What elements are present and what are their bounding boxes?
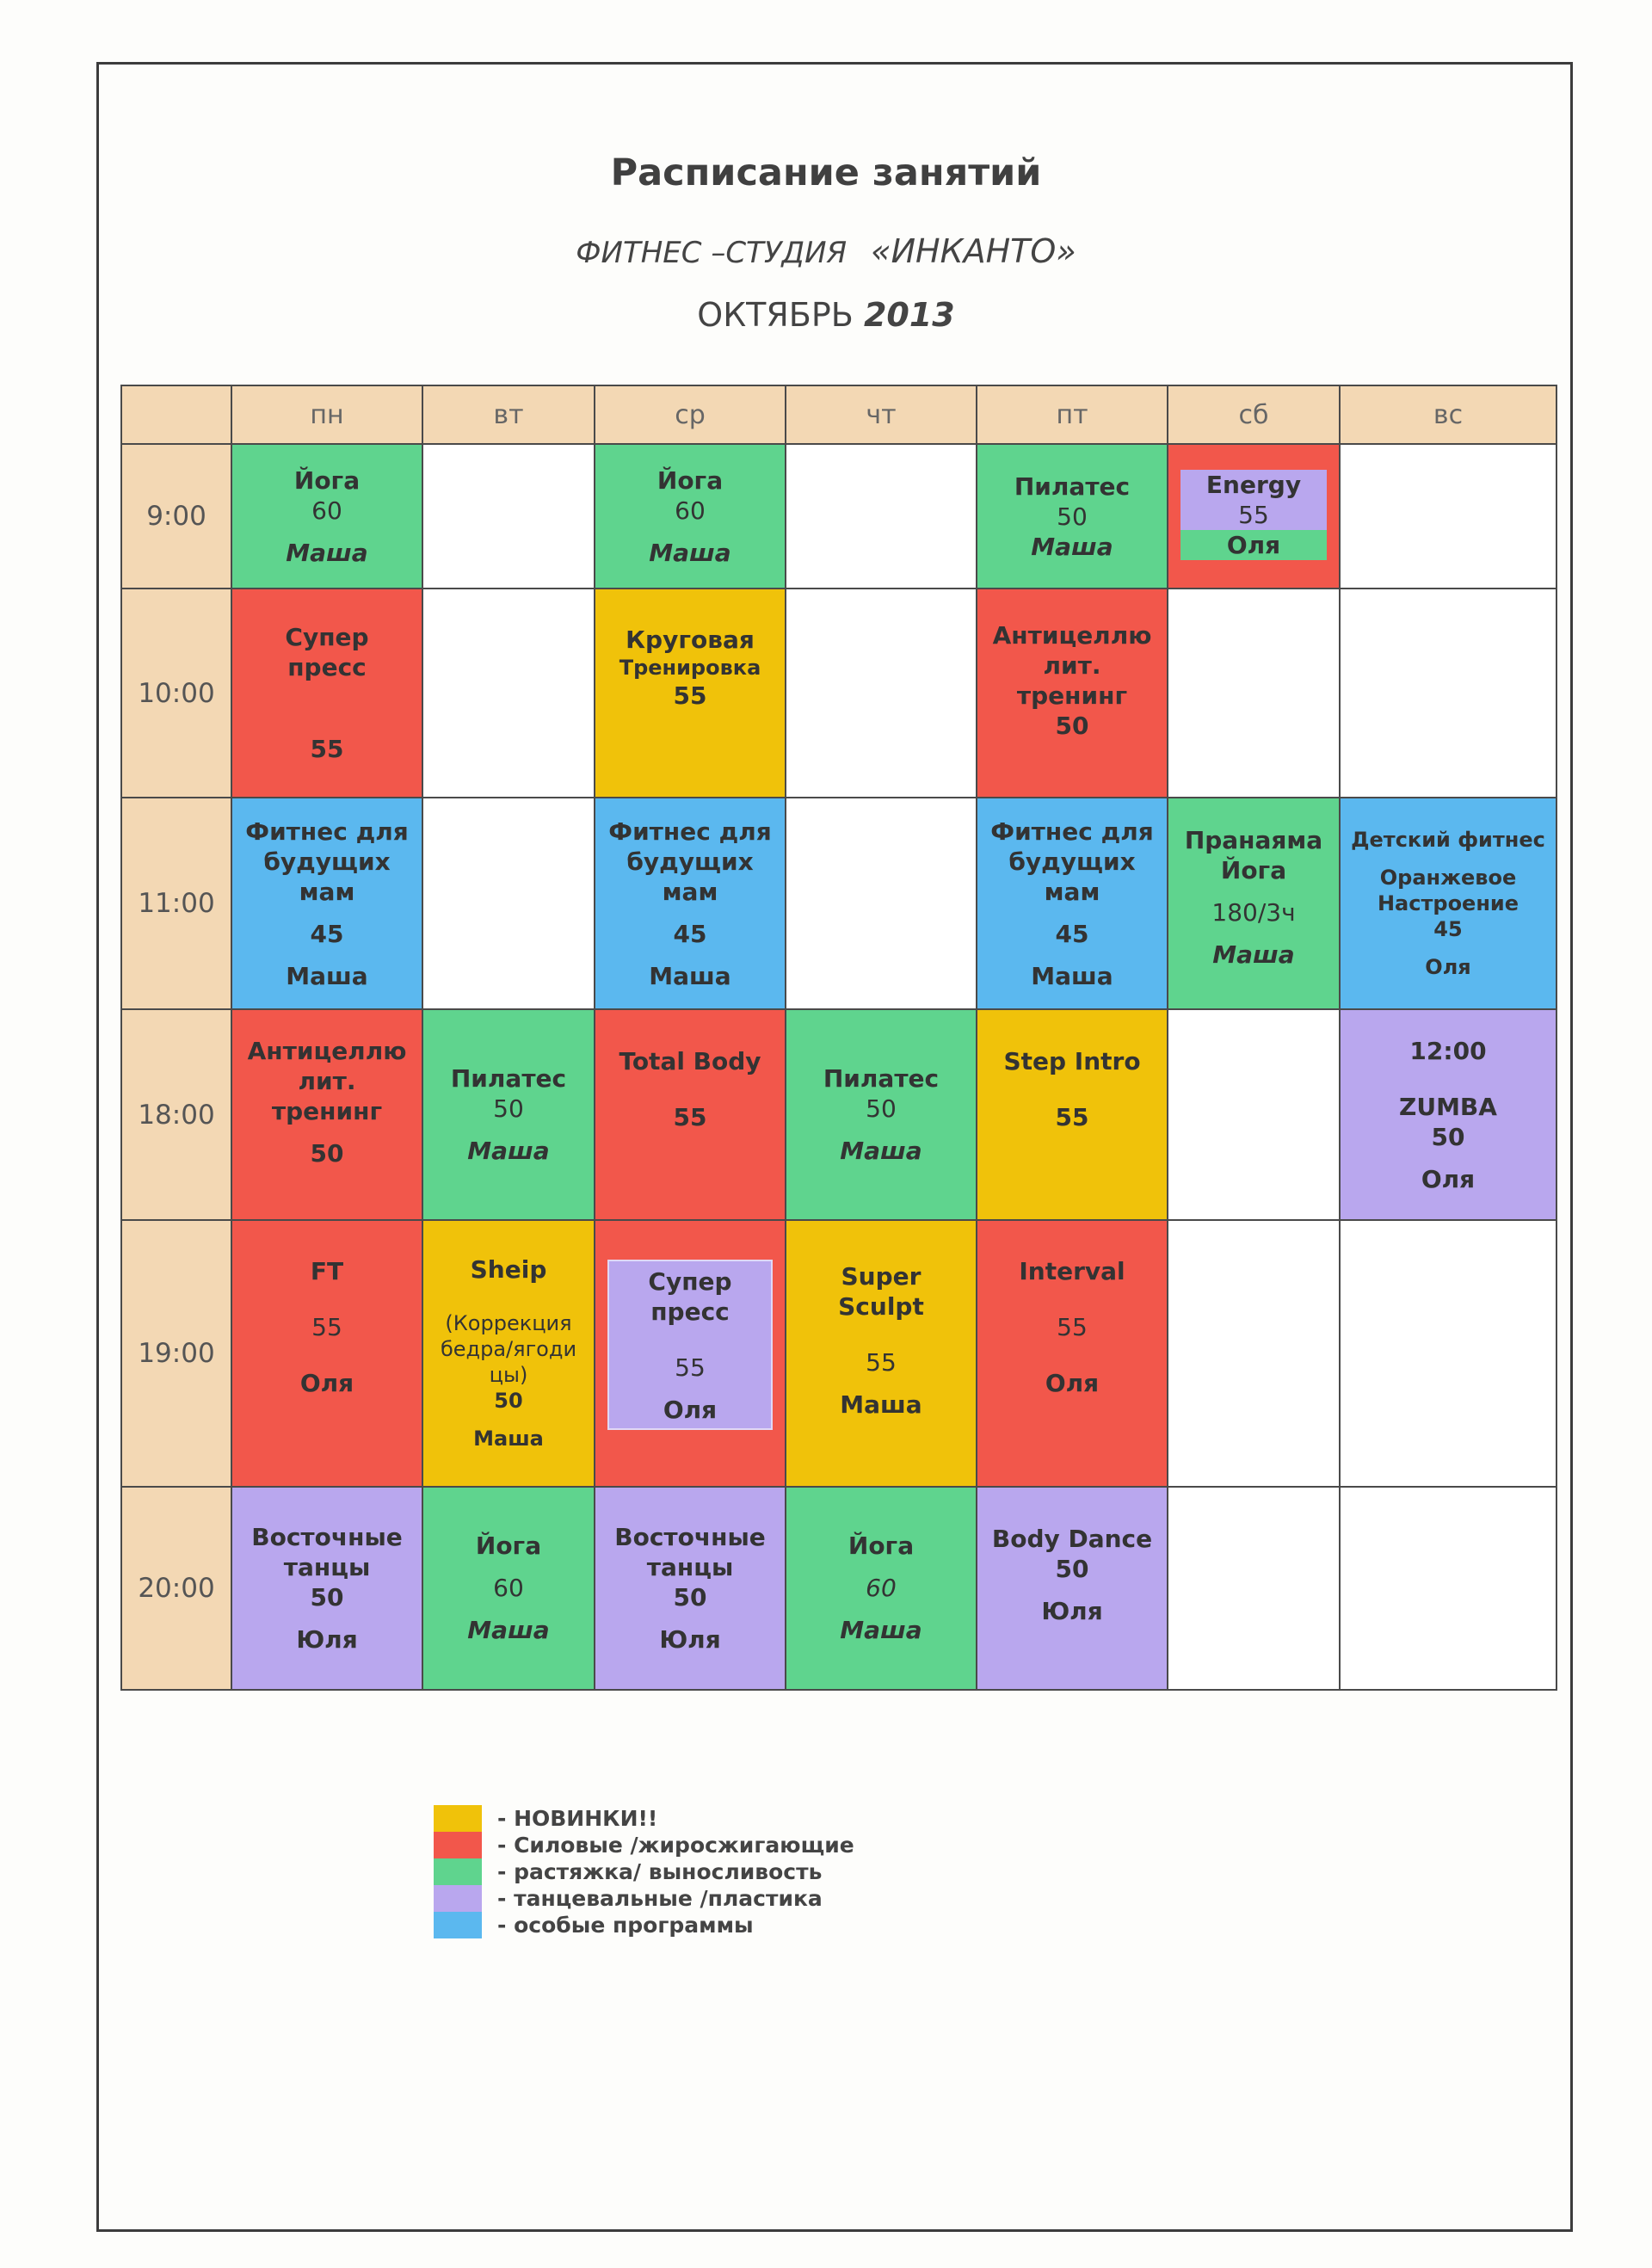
empty-slot: [1168, 1220, 1340, 1487]
day-header-tue: вт: [422, 385, 595, 444]
time-label: 20:00: [121, 1487, 231, 1690]
class-name-line3: мам: [1044, 877, 1100, 906]
corner-cell: [121, 385, 231, 444]
legend-swatch: [434, 1832, 482, 1858]
class-coach: Маша: [649, 961, 731, 990]
class-duration: 55: [311, 1313, 342, 1342]
class-name-line1: Фитнес для: [245, 817, 409, 846]
class-name-line2: Йога: [1220, 856, 1287, 885]
class-duration: 55: [673, 681, 707, 710]
class-duration: 45: [1055, 919, 1089, 948]
class-name: Пилатес: [823, 1064, 940, 1094]
legend-label: - Силовые /жиросжигающие: [497, 1833, 854, 1858]
schedule-table: [120, 385, 1557, 1691]
empty-slot: [1168, 1487, 1340, 1690]
class-mon-1100: [231, 798, 422, 1009]
class-wed-1900: [595, 1220, 786, 1487]
class-fri-1900: [977, 1220, 1168, 1487]
studio-line: [0, 232, 1652, 270]
time-label: 9:00: [121, 444, 231, 589]
class-name-line2: Настроение: [1377, 891, 1519, 916]
class-coach: Оля: [1421, 1164, 1476, 1193]
class-duration: 55: [1238, 500, 1269, 529]
class-name-line1: Супер: [648, 1267, 732, 1296]
legend-label: - особые программы: [497, 1913, 754, 1938]
class-name-line3: мам: [662, 877, 718, 906]
class-name: Body Dance: [991, 1525, 1153, 1554]
class-duration: 45: [1433, 917, 1463, 942]
empty-slot: [422, 798, 595, 1009]
class-wed-0900: [595, 444, 786, 589]
time-label: 11:00: [121, 798, 231, 1009]
class-name-line1: Восточные: [251, 1522, 403, 1551]
class-note-line2: бедра/ягоди: [440, 1337, 577, 1362]
class-wed-2000: [595, 1487, 786, 1690]
legend-swatch: [434, 1885, 482, 1912]
empty-slot: [786, 798, 977, 1009]
class-name-line2: лит.: [298, 1066, 356, 1095]
empty-slot: [1340, 444, 1556, 589]
day-header-mon: пн: [231, 385, 422, 444]
class-time: 12:00: [1409, 1036, 1487, 1065]
class-duration: 50: [494, 1389, 523, 1414]
class-name-line2: Sculpt: [838, 1291, 924, 1321]
class-duration: 55: [1055, 1102, 1089, 1131]
class-note-line3: цы): [489, 1363, 528, 1388]
class-name: FT: [310, 1257, 344, 1286]
class-name-line2: пресс: [287, 653, 367, 682]
class-name: Йога: [848, 1532, 915, 1561]
class-name: Пилатес: [1014, 471, 1131, 501]
class-coach: Маша: [473, 1427, 544, 1451]
class-coach: Маша: [1031, 532, 1113, 561]
class-name-line2: танцы: [283, 1552, 371, 1581]
class-name-line1: Антицеллю: [992, 620, 1152, 650]
row-0900: [121, 444, 1556, 589]
class-note-line1: (Коррекция: [445, 1311, 572, 1336]
class-duration: 50: [673, 1582, 707, 1612]
empty-slot: [1340, 1220, 1556, 1487]
class-coach: Маша: [467, 1137, 550, 1166]
class-coach: Юля: [659, 1624, 721, 1654]
class-duration: 50: [310, 1582, 344, 1612]
class-thu-1900: [786, 1220, 977, 1487]
page-title: Расписание занятий: [610, 151, 1042, 194]
day-header-wed: ср: [595, 385, 786, 444]
class-coach: Юля: [296, 1624, 358, 1654]
class-coach: Оля: [1425, 955, 1471, 980]
class-thu-1800: [786, 1009, 977, 1219]
time-label: 19:00: [121, 1220, 231, 1487]
class-mon-1800: [231, 1009, 422, 1219]
month-year: 2013: [863, 296, 955, 334]
legend-item: [434, 1912, 854, 1938]
class-coach: Маша: [649, 538, 731, 567]
empty-slot: [786, 589, 977, 798]
class-name-line1: Super: [841, 1261, 922, 1291]
class-name-line1: Оранжевое: [1379, 866, 1517, 891]
class-name: Step Intro: [1003, 1046, 1141, 1075]
class-duration: 45: [673, 919, 707, 948]
legend-swatch: [434, 1912, 482, 1938]
class-sun-1800: [1340, 1009, 1556, 1219]
class-fri-1100: [977, 798, 1168, 1009]
class-name: Total Body: [619, 1046, 761, 1075]
class-duration: 50: [493, 1094, 524, 1124]
class-coach: Оля: [663, 1395, 718, 1424]
class-mon-1900: [231, 1220, 422, 1487]
class-name-line2: лит.: [1043, 650, 1101, 680]
studio-name: «ИНКАНТО»: [871, 232, 1076, 270]
class-name: Energy: [1205, 470, 1302, 499]
legend-item: [434, 1832, 854, 1858]
legend-swatch: [434, 1805, 482, 1832]
class-name-line2: танцы: [646, 1552, 734, 1581]
class-fri-1000: [977, 589, 1168, 798]
class-duration: 50: [310, 1138, 344, 1168]
class-coach: Маша: [1212, 940, 1295, 970]
class-name-line2: будущих: [263, 847, 391, 876]
class-label: Детский фитнес: [1351, 828, 1545, 853]
class-name: Йога: [293, 465, 361, 495]
empty-slot: [422, 444, 595, 589]
empty-slot: [1168, 589, 1340, 798]
class-name: Йога: [656, 465, 724, 495]
class-tue-1900: [422, 1220, 595, 1487]
class-fri-2000: [977, 1487, 1168, 1690]
legend-item: [434, 1805, 854, 1832]
class-sat-0900: [1168, 444, 1340, 589]
class-duration: 60: [493, 1574, 524, 1603]
class-fri-1800: [977, 1009, 1168, 1219]
class-coach: Маша: [286, 961, 368, 990]
class-duration: 45: [310, 919, 344, 948]
header-row: [121, 385, 1556, 444]
time-label: 18:00: [121, 1009, 231, 1219]
class-duration: 60: [675, 496, 706, 525]
class-coach: Юля: [1041, 1597, 1103, 1626]
class-name-line1: Фитнес для: [608, 817, 772, 846]
class-name-line1: Восточные: [614, 1522, 766, 1551]
class-mon-1000: [231, 589, 422, 798]
legend-swatch: [434, 1858, 482, 1885]
day-header-fri: пт: [977, 385, 1168, 444]
class-tue-2000: [422, 1487, 595, 1690]
class-duration: 180/3ч: [1211, 898, 1296, 928]
class-mon-0900: [231, 444, 422, 589]
row-1100: [121, 798, 1556, 1009]
class-name-line2: Тренировка: [619, 655, 761, 680]
class-name: ZUMBA: [1399, 1092, 1497, 1121]
empty-slot: [1168, 1009, 1340, 1219]
class-wed-1000: [595, 589, 786, 798]
class-coach: Маша: [840, 1390, 922, 1419]
class-duration: 60: [866, 1574, 897, 1603]
class-sat-1100: [1168, 798, 1340, 1009]
empty-slot: [786, 444, 977, 589]
day-header-sat: сб: [1168, 385, 1340, 444]
class-coach: Маша: [840, 1616, 922, 1645]
empty-slot: [1340, 1487, 1556, 1690]
legend-item: [434, 1885, 854, 1912]
class-name-line2: будущих: [626, 847, 754, 876]
legend-item: [434, 1858, 854, 1885]
class-name-line3: тренинг: [271, 1096, 383, 1125]
class-name-line1: Антицеллю: [247, 1036, 407, 1065]
class-name-line1: Супер: [285, 623, 369, 652]
day-header-sun: вс: [1340, 385, 1556, 444]
class-duration: 55: [1057, 1313, 1088, 1342]
class-wed-1100: [595, 798, 786, 1009]
class-duration: 55: [310, 735, 344, 764]
class-coach: Оля: [1045, 1369, 1100, 1398]
class-coach: Маша: [286, 538, 368, 567]
class-duration: 50: [1057, 502, 1088, 531]
class-duration: 55: [866, 1347, 897, 1377]
class-name-line3: мам: [299, 877, 355, 906]
class-coach: Маша: [467, 1616, 550, 1645]
class-name-line1: Фитнес для: [990, 817, 1154, 846]
legend-label: - НОВИНКИ!!: [497, 1806, 658, 1831]
day-header-thu: чт: [786, 385, 977, 444]
class-duration: 50: [866, 1094, 897, 1124]
class-duration: 55: [673, 1102, 707, 1131]
class-coach: Оля: [299, 1369, 354, 1398]
legend-label: - танцевальные /пластика: [497, 1886, 823, 1911]
time-label: 10:00: [121, 589, 231, 798]
class-wed-1800: [595, 1009, 786, 1219]
class-mon-2000: [231, 1487, 422, 1690]
legend-label: - растяжка/ выносливость: [497, 1859, 823, 1884]
class-name-line3: тренинг: [1016, 681, 1128, 710]
class-duration: 60: [311, 496, 342, 525]
row-1000: [121, 589, 1556, 798]
class-tue-1800: [422, 1009, 595, 1219]
class-name: Sheip: [470, 1255, 547, 1285]
month-line: [0, 296, 1652, 334]
month-name: ОКТЯБРЬ: [697, 296, 854, 334]
class-coach: Оля: [1180, 530, 1327, 560]
class-name: Пилатес: [450, 1064, 567, 1094]
class-name: Йога: [475, 1532, 542, 1561]
row-2000: [121, 1487, 1556, 1690]
class-duration: 50: [1055, 1555, 1089, 1584]
empty-slot: [422, 589, 595, 798]
class-name: Interval: [1019, 1257, 1125, 1286]
class-thu-2000: [786, 1487, 977, 1690]
class-duration: 50: [1055, 711, 1089, 740]
class-duration: 55: [675, 1353, 706, 1382]
studio-prefix: ФИТНЕС –СТУДИЯ: [576, 236, 848, 270]
class-name-line2: будущих: [1008, 847, 1136, 876]
row-1900: [121, 1220, 1556, 1487]
class-name-line1: Круговая: [626, 625, 755, 654]
empty-slot: [1340, 589, 1556, 798]
class-sun-1100: [1340, 798, 1556, 1009]
class-name-line1: Пранаяма: [1184, 826, 1323, 855]
class-name-line2: пресс: [650, 1297, 730, 1326]
class-coach: Маша: [840, 1137, 922, 1166]
row-1800: [121, 1009, 1556, 1219]
color-legend: [434, 1805, 854, 1938]
class-fri-0900: [977, 444, 1168, 589]
class-duration: 50: [1431, 1122, 1465, 1151]
class-coach: Маша: [1031, 961, 1113, 990]
